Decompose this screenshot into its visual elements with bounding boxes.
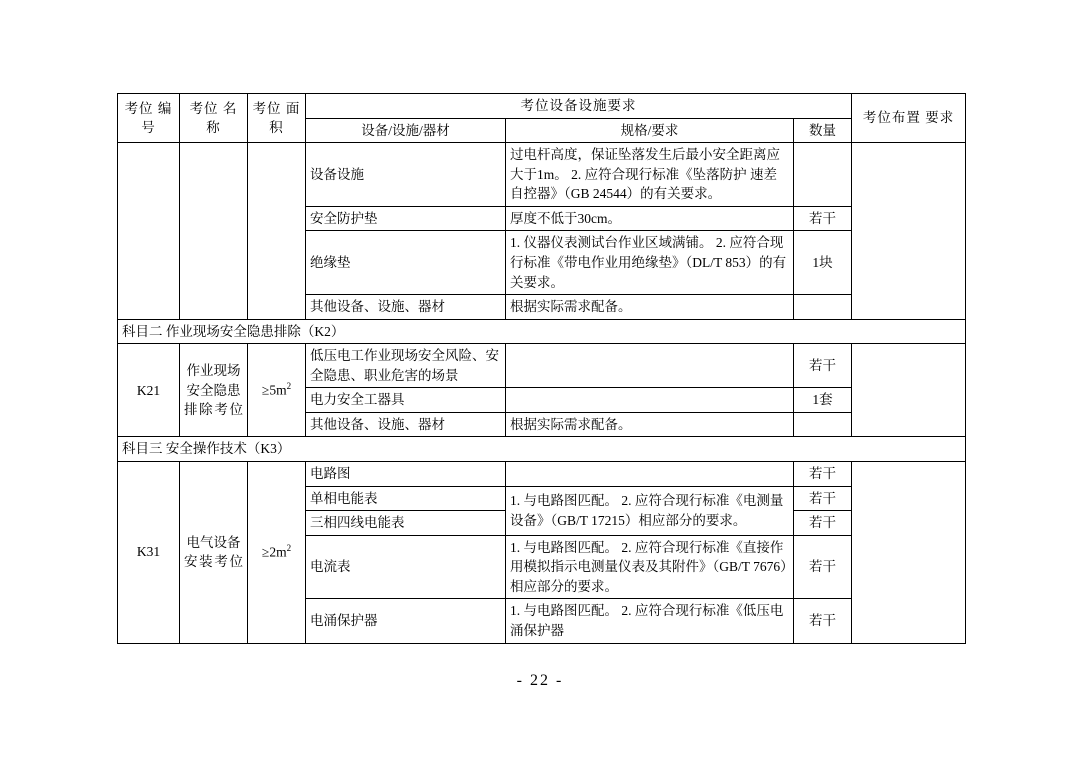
equipment-name: 单相电能表 (306, 486, 506, 511)
station-code-continued (118, 143, 180, 320)
header-area: 考位 面积 (248, 94, 306, 143)
header-layout: 考位布置 要求 (852, 94, 966, 143)
equipment-name: 电涌保护器 (306, 599, 506, 643)
equipment-name: 低压电工作业现场安全风险、安全隐患、职业危害的场景 (306, 344, 506, 388)
station-name-continued (180, 143, 248, 320)
table-row (118, 462, 966, 487)
header-name: 考位 名称 (180, 94, 248, 143)
equipment-name: 安全防护垫 (306, 206, 506, 231)
exam-station-requirements-table (117, 93, 966, 644)
layout-requirement-k21 (852, 344, 966, 437)
equipment-name: 电路图 (306, 462, 506, 487)
equipment-spec: 根据实际需求配备。 (506, 295, 794, 320)
equipment-name: 设备设施 (306, 143, 506, 207)
header-code: 考位 编号 (118, 94, 180, 143)
station-code-k31: K31 (118, 462, 180, 644)
station-name-k21: 作业现场安全隐患排除考位 (180, 344, 248, 437)
equipment-spec (506, 462, 794, 487)
header-spec: 规格/要求 (506, 118, 794, 143)
section-row-subject-3 (118, 437, 966, 462)
area-unit: 2 (286, 543, 292, 554)
equipment-spec (506, 388, 794, 413)
equipment-spec: 根据实际需求配备。 (506, 412, 794, 437)
header-qty: 数量 (794, 118, 852, 143)
station-area-k31 (248, 462, 306, 644)
layout-requirement-continued (852, 143, 966, 320)
area-value: ≥5m (261, 382, 287, 398)
equipment-name: 电力安全工器具 (306, 388, 506, 413)
equipment-spec: 厚度不低于30cm。 (506, 206, 794, 231)
table-row (118, 344, 966, 388)
equipment-spec (506, 344, 794, 388)
equipment-spec: 1. 与电路图匹配。 2. 应符合现行标准《低压电涌保护器 (506, 599, 794, 643)
table-row (118, 143, 966, 207)
equipment-name: 其他设备、设施、器材 (306, 295, 506, 320)
equipment-qty: 若干 (794, 462, 852, 487)
area-unit: 2 (286, 381, 292, 392)
equipment-qty: 若干 (794, 599, 852, 643)
section-row-subject-2 (118, 319, 966, 344)
equipment-qty: 若干 (794, 535, 852, 599)
layout-requirement-k31 (852, 462, 966, 644)
equipment-qty: 若干 (794, 344, 852, 388)
station-area-k21 (248, 344, 306, 437)
station-name-k31: 电气设备安装考位 (180, 462, 248, 644)
equipment-qty: 1套 (794, 388, 852, 413)
equipment-spec: 1. 仪器仪表测试台作业区域满铺。 2. 应符合现行标准《带电作业用绝缘垫》（DL/T 853）的有关要求。 (506, 231, 794, 295)
equipment-name: 电流表 (306, 535, 506, 599)
equipment-qty: 若干 (794, 486, 852, 511)
equipment-spec: 1. 与电路图匹配。 2. 应符合现行标准《直接作用模拟指示电测量仪表及其附件》（GB/T 7676）相应部分的要求。 (506, 535, 794, 599)
equipment-spec: 1. 与电路图匹配。 2. 应符合现行标准《电测量设备》（GB/T 17215）相应部分的要求。 (506, 486, 794, 535)
equipment-qty: 1块 (794, 231, 852, 295)
equipment-name: 绝缘垫 (306, 231, 506, 295)
page-number: - 22 - (516, 672, 564, 689)
equipment-qty (794, 412, 852, 437)
station-area-continued (248, 143, 306, 320)
section-title: 科目三 安全操作技术（K3） (118, 437, 966, 462)
equipment-spec: 过电杆高度，保证坠落发生后最小安全距离应大于1m。 2. 应符合现行标准《坠落防护 速差自控器》（GB 24544）的有关要求。 (506, 143, 794, 207)
equipment-qty: 若干 (794, 511, 852, 536)
equipment-qty (794, 295, 852, 320)
equipment-qty (794, 143, 852, 207)
station-code-k21: K21 (118, 344, 180, 437)
equipment-name: 三相四线电能表 (306, 511, 506, 536)
header-equipment: 设备/设施/器材 (306, 118, 506, 143)
table-header-row-1 (118, 94, 966, 119)
equipment-qty: 若干 (794, 206, 852, 231)
equipment-name: 其他设备、设施、器材 (306, 412, 506, 437)
section-title: 科目二 作业现场安全隐患排除（K2） (118, 319, 966, 344)
header-equipment-group: 考位设备设施要求 (306, 94, 852, 119)
area-value: ≥2m (261, 544, 287, 560)
